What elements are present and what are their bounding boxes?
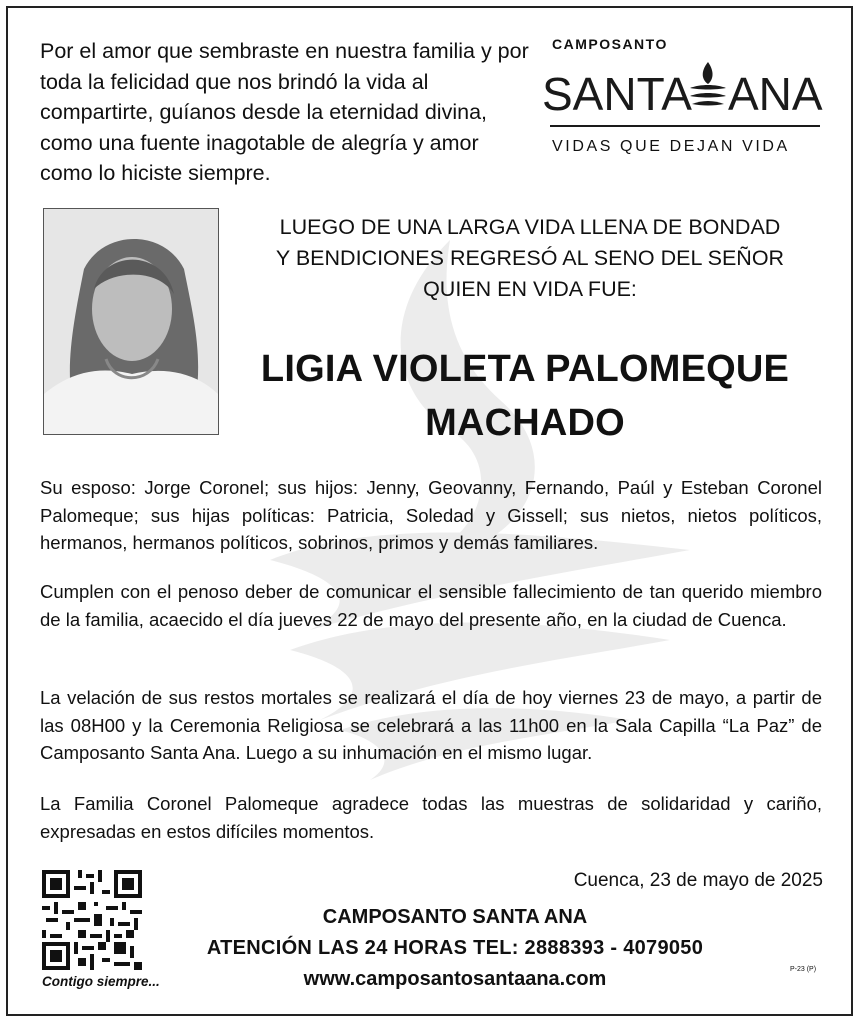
logo-slogan: VIDAS QUE DEJAN VIDA	[552, 138, 790, 155]
tagline: Contigo siempre...	[42, 974, 160, 989]
thanks-paragraph: La Familia Coronel Palomeque agradece todas las muestras de solidaridad y cariño, expresadas en estos difíciles momentos.	[40, 793, 822, 842]
logo-name-right: ANA	[728, 68, 823, 120]
date-line: Cuenca, 23 de mayo de 2025	[573, 870, 823, 891]
ceremony-paragraph: La velación de sus restos mortales se realizará el día de hoy viernes 23 de mayo, a partir de las 08H00 y la Ceremonia Religiosa se celebrará a las 11h00 en la Sala Capilla “La Paz” de Camposanto Santa Ana. Luego a su inhumación en el mismo lugar.	[40, 687, 822, 763]
announce-line: LUEGO DE UNA LARGA VIDA LLENA DE BONDAD	[279, 215, 781, 239]
logo-wordmark	[540, 58, 825, 138]
notice-paragraph: Cumplen con el penoso deber de comunicar el sensible fallecimiento de tan querido miembro de la familia, acaecido el día jueves 22 de mayo del presente año, en la ciudad de Cuenca.	[40, 581, 822, 630]
logo-top-text: CAMPOSANTO	[552, 36, 668, 52]
logo-flame-icon	[690, 62, 726, 106]
logo-name-left: SANTA	[542, 68, 692, 120]
deceased-name	[220, 342, 830, 450]
footer-company: CAMPOSANTO SANTA ANA	[322, 906, 588, 928]
announce-line: QUIEN EN VIDA FUE:	[423, 277, 637, 301]
publication-code: P-23 (P)	[790, 966, 817, 973]
announcement-text	[230, 212, 830, 305]
footer-phone: ATENCIÓN LAS 24 HORAS TEL: 2888393 - 4079050	[206, 937, 704, 959]
portrait-photo-icon	[44, 209, 218, 434]
intro-dedication: Por el amor que sembraste en nuestra familia y por toda la felicidad que nos brindó la vida al compartirte, guíanos desde la eternidad divina, como una fuente inagotable de alegría y amor como lo hiciste siempre.	[40, 39, 529, 185]
footer-website-link[interactable]: www.camposantosantaana.com	[303, 968, 607, 990]
name-line: MACHADO	[425, 402, 625, 444]
name-line: LIGIA VIOLETA PALOMEQUE	[260, 348, 790, 390]
announce-line: Y BENDICIONES REGRESÓ AL SENO DEL SEÑOR	[275, 246, 785, 270]
camposanto-logo	[540, 36, 825, 166]
portrait-photo	[43, 208, 219, 435]
family-paragraph: Su esposo: Jorge Coronel; sus hijos: Jenny, Geovanny, Fernando, Paúl y Esteban Coronel Palomeque; sus hijas políticas: Patricia, Soledad y Gissell; sus nietos, nietos políticos, hermanos, hermanos políticos, sobrinos, primos y demás familiares.	[40, 477, 822, 553]
qr-code-icon[interactable]	[42, 870, 142, 970]
